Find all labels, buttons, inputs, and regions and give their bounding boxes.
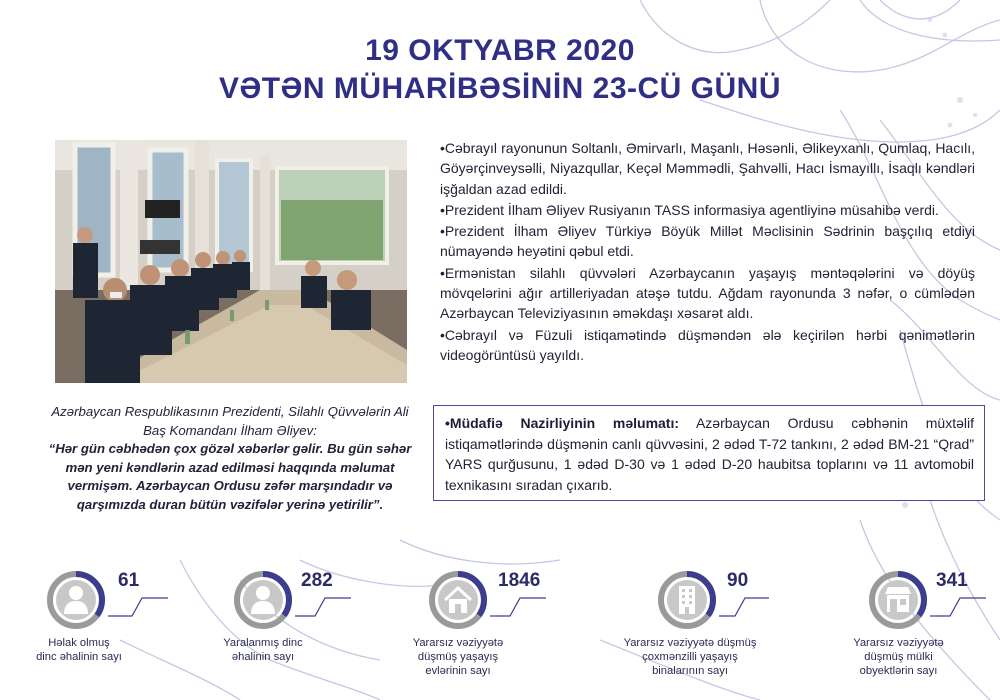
defense-ministry-box <box>433 405 985 501</box>
leader-line <box>717 588 787 618</box>
person-icon <box>44 568 108 632</box>
leader-line <box>106 588 176 618</box>
news-item: •Cəbrayıl rayonunun Soltanlı, Əmirvarlı, Maşanlı, Həsənli, Əlikeyxanlı, Qumlaq, Hacılı, Göyərçinveysəlli, Niyazqullar, Keçəl Məmmədli, Şahvəlli, Hacı İsmayıllı, İsaqlı kəndləri işğaldan azad edildi. <box>440 140 975 197</box>
leader-line <box>928 588 988 618</box>
stat-value: 61 <box>118 570 140 591</box>
stat-label: Yaralanmış dinc əhalinin sayı <box>223 637 303 663</box>
news-list <box>440 138 975 366</box>
stat-value: 1846 <box>498 570 541 591</box>
leader-line <box>293 588 363 618</box>
quote-caption <box>45 403 415 514</box>
stat-label: Yararsız vəziyyətə düşmüş mülki obyektlərin sayı <box>853 637 944 677</box>
news-item: •Prezident İlham Əliyev Rusiyanın TASS informasiya agentliyinə müsahibə verdi. <box>440 201 939 218</box>
house-icon <box>426 568 490 632</box>
news-item: •Cəbrayıl və Füzuli istiqamətində düşməndən ələ keçirilən hərbi qənimətlərin videogörüntüsü yayıldı. <box>440 326 975 363</box>
leader-line <box>488 588 558 618</box>
news-item: •Ermənistan silahlı qüvvələri Azərbaycanın yaşayış məntəqələrini və döyüş mövqelərini ağır artilleriyadan atəşə tutdu. Ağdam rayonunda 3 nəfər, o cümlədən Azərbaycan Televiziyasının əməkdaşı xəsarət aldı. <box>440 264 975 322</box>
stat-value: 90 <box>727 570 749 591</box>
building-icon <box>655 568 719 632</box>
page-subtitle: VƏTƏN MÜHARİBƏSİNİN 23-CÜ GÜNÜ <box>218 72 782 105</box>
stat-value: 341 <box>936 570 968 591</box>
stat-label: Həlak olmuş dinc əhalinin sayı <box>36 637 122 663</box>
page-title-date: 19 OKTYABR 2020 <box>365 34 635 67</box>
caption-quote: “Hər gün cəbhədən çox gözəl xəbərlər gəlir. Bu gün səhər mən yeni kəndlərin azad edilməsi haqqında məlumat vermişəm. Azərbaycan Ordusu zəfər marşındadır və qarşımızda duran bütün vəzifələr yerinə yetirilir”. <box>48 441 412 512</box>
defense-ministry-text: Azərbaycan Ordusu cəbhənin müxtəlif istiqamətlərində düşmənin canlı qüvvəsini, 2 ədəd T-72 tankını, 2 ədəd BM-21 “Qrad” YARS qurğusunu, 1 ədəd D-30 və 1 ədəd D-20 haubitsa toplarını və 11 avtomobil texnikasını sıradan çıxarıb. <box>445 415 974 493</box>
stat-label: Yararsız vəziyyətə düşmüş yaşayış evlərinin sayı <box>412 637 504 677</box>
person-icon <box>231 568 295 632</box>
stat-label: Yararsız vəziyyətə düşmüş çoxmənzilli yaşayış binalarının sayı <box>623 637 757 677</box>
meeting-photo <box>55 140 407 383</box>
defense-ministry-heading: •Müdafiə Nazirliyinin məlumatı: <box>445 415 680 431</box>
shop-icon <box>866 568 930 632</box>
news-item: •Prezident İlham Əliyev Türkiyə Böyük Millət Məclisinin Sədrinin başçılıq etdiyi nümayəndə heyətini qəbul etdi. <box>440 223 975 260</box>
stat-value: 282 <box>301 570 333 591</box>
caption-intro: Azərbaycan Respublikasının Prezidenti, Silahlı Qüvvələrin Ali Baş Komandanı İlham Əliyev: <box>51 404 409 438</box>
